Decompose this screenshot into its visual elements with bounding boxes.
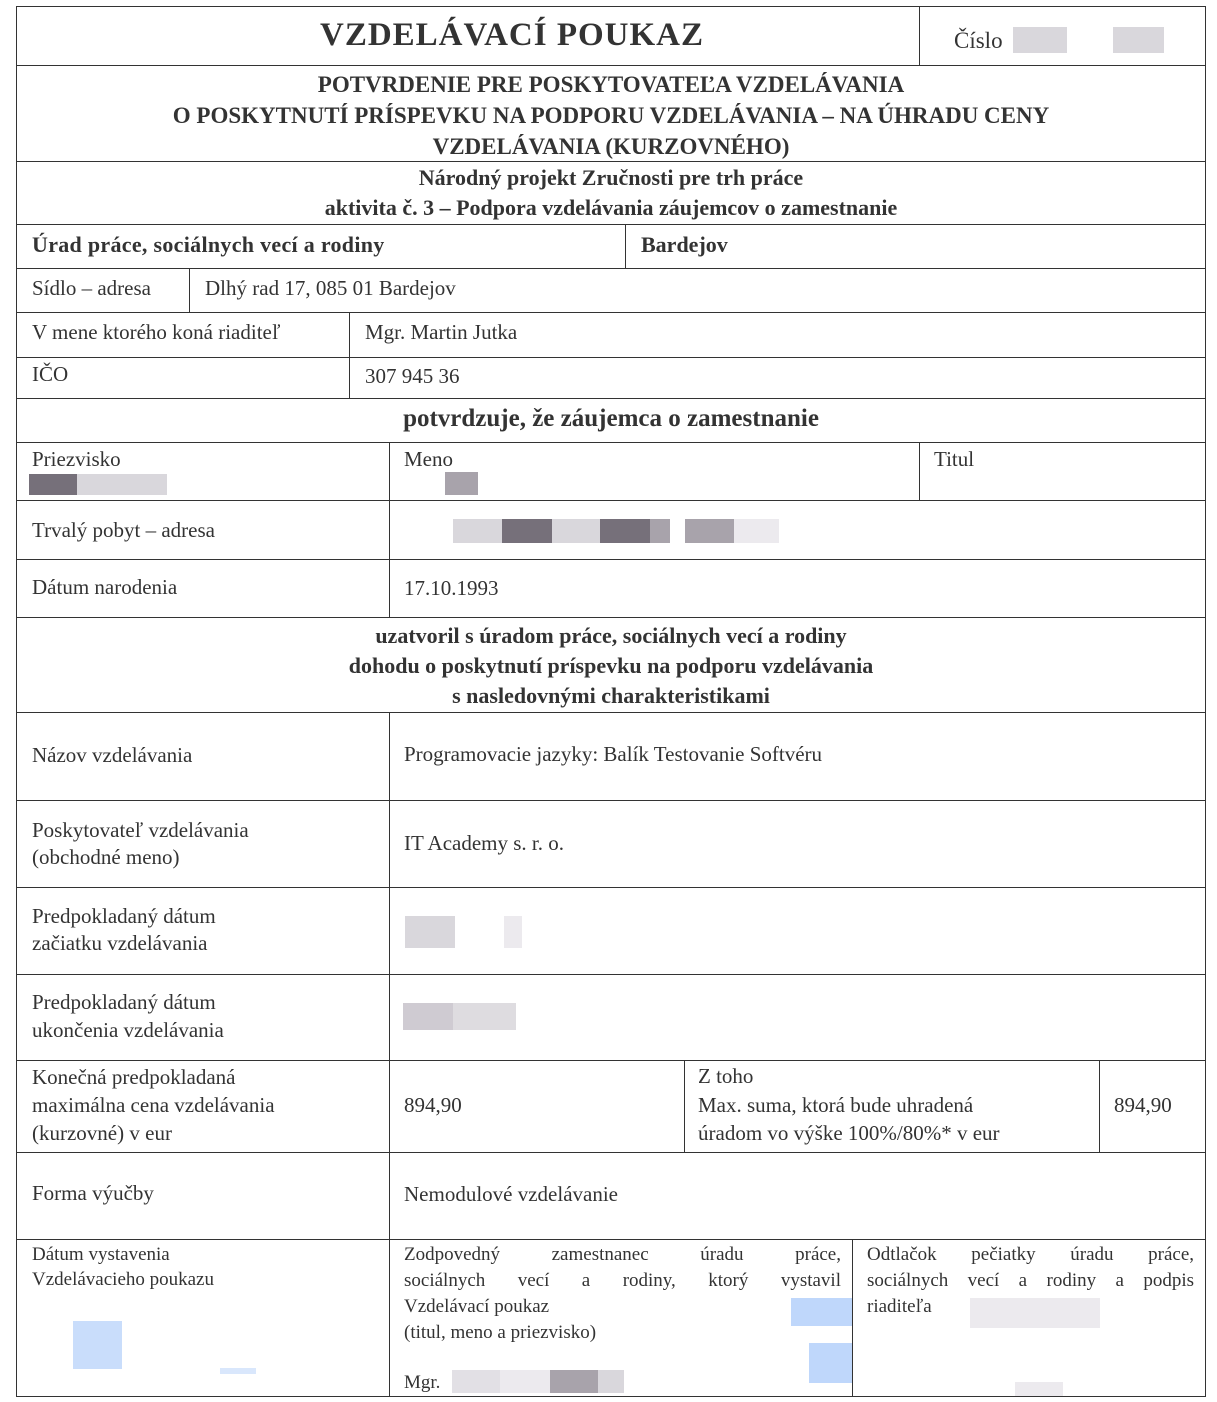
form-value: Nemodulové vzdelávanie (404, 1182, 618, 1206)
project-row (16, 162, 1206, 225)
dob-value: 17.10.1993 (404, 576, 499, 600)
confirms-row (16, 399, 1206, 443)
redacted-residence-4 (600, 519, 650, 543)
dob-cell (389, 560, 1207, 617)
start-date-cell (389, 888, 1207, 974)
employee-line-1: Zodpovedný zamestnanec úradu práce, (404, 1244, 841, 1265)
redacted-residence-1 (453, 519, 502, 543)
form-row (16, 1153, 1206, 1240)
redacted-issue-date-2 (220, 1368, 256, 1374)
confirms-heading: potvrdzuje, že záujemca o zamestnanie (403, 405, 819, 432)
ico-row (16, 358, 1206, 399)
course-name-cell (389, 713, 1207, 800)
issue-label-1: Dátum vystavenia (32, 1244, 170, 1265)
title-row (16, 6, 1206, 66)
office-name: Úrad práce, sociálnych vecí a rodiny (32, 232, 385, 257)
director-value: Mgr. Martin Jutka (365, 320, 518, 344)
end-date-cell (389, 975, 1207, 1060)
dob-row (16, 560, 1206, 618)
redacted-signature-1 (791, 1298, 853, 1326)
provider-row (16, 801, 1206, 888)
provider-label-2: (obchodné meno) (32, 845, 180, 869)
subtitle-line-2: O POSKYTNUTÍ PRÍSPEVKU NA PODPORU VZDELÁVANIA – NA ÚHRADU CENY (172, 103, 1050, 128)
surname-label: Priezvisko (32, 447, 121, 471)
ico-cell (349, 358, 1207, 398)
name-label: Meno (404, 447, 453, 471)
employee-line-4: (titul, meno a priezvisko) (404, 1322, 597, 1343)
office-city: Bardejov (641, 232, 728, 257)
employee-prefix: Mgr. (404, 1372, 441, 1393)
office-row (16, 225, 1206, 269)
redacted-residence-6 (685, 519, 734, 543)
ztoho-label-3: úradom vo výške 100%/80%* v eur (698, 1121, 1000, 1145)
redacted-employee-name-1 (452, 1370, 500, 1393)
document-title: VZDELÁVACÍ POUKAZ (319, 17, 705, 53)
end-label-2: ukončenia vzdelávania (32, 1018, 224, 1042)
cislo-label: Číslo (954, 28, 1003, 53)
ztoho-cell (684, 1061, 1099, 1152)
form-cell (389, 1153, 1207, 1239)
redacted-number (1013, 27, 1067, 53)
redacted-residence-7 (734, 519, 779, 543)
applicant-name-row (16, 443, 1206, 501)
price-value: 894,90 (404, 1093, 462, 1117)
price-label-1: Konečná predpokladaná (32, 1065, 236, 1089)
voucher-document (16, 6, 1206, 1397)
employee-cell (389, 1240, 852, 1396)
stamp-line-1: Odtlačok pečiatky úradu práce, (867, 1244, 1194, 1265)
redacted-name (445, 472, 478, 495)
employee-line-3: Vzdelávací poukaz (404, 1296, 550, 1317)
address-row (16, 269, 1206, 313)
agreement-line-3: s nasledovnými charakteristikami (452, 683, 770, 708)
redacted-start-date-2 (504, 916, 522, 948)
title-label: Titul (934, 447, 975, 471)
course-name-row (16, 713, 1206, 801)
ztoho-label-2: Max. suma, ktorá bude uhradená (698, 1093, 974, 1117)
redacted-residence-3 (552, 519, 600, 543)
stamp-line-3: riaditeľa (867, 1296, 932, 1317)
end-date-row (16, 975, 1206, 1061)
address-cell (189, 269, 1207, 312)
ico-value: 307 945 36 (365, 364, 460, 388)
course-name-value: Programovacie jazyky: Balík Testovanie Softvéru (404, 742, 823, 766)
start-label-1: Predpokladaný dátum (32, 904, 216, 928)
name-cell (389, 443, 919, 500)
redacted-residence-2 (502, 519, 552, 543)
stamp-cell (852, 1240, 1207, 1396)
provider-value: IT Academy s. r. o. (404, 831, 565, 855)
course-name-label: Názov vzdelávania (32, 743, 193, 767)
subtitle-row (16, 66, 1206, 162)
project-line-2: aktivita č. 3 – Podpora vzdelávania záujemcov o zamestnanie (324, 195, 898, 220)
redacted-end-date-2 (453, 1003, 516, 1030)
dob-label: Dátum narodenia (32, 575, 178, 599)
redacted-end-date (403, 1003, 453, 1030)
redacted-number-2 (1113, 27, 1164, 53)
director-label: V mene ktorého koná riaditeľ (32, 320, 281, 344)
agreement-row (16, 618, 1206, 713)
end-label-1: Predpokladaný dátum (32, 990, 216, 1014)
office-city-cell (625, 225, 1207, 268)
redacted-employee-name-3 (550, 1370, 598, 1393)
employee-line-2: sociálnych vecí a rodiny, ktorý vystavil (404, 1270, 841, 1291)
director-cell (349, 313, 1207, 357)
price-label-2: maximálna cena vzdelávania (32, 1093, 275, 1117)
ico-label: IČO (32, 362, 69, 386)
provider-cell (389, 801, 1207, 887)
start-label-2: začiatku vzdelávania (32, 931, 208, 955)
redacted-residence-5 (650, 519, 670, 543)
director-row (16, 313, 1206, 358)
ztoho-value: 894,90 (1114, 1093, 1172, 1117)
redacted-stamp-1 (970, 1298, 1100, 1328)
redacted-employee-name-2 (500, 1370, 550, 1393)
redacted-surname-2 (77, 474, 167, 495)
redacted-signature-2 (809, 1343, 853, 1383)
provider-label-1: Poskytovateľ vzdelávania (32, 818, 249, 842)
price-label-3: (kurzovné) v eur (32, 1121, 172, 1145)
redacted-issue-date (73, 1321, 122, 1369)
price-row (16, 1061, 1206, 1153)
residence-label: Trvalý pobyt – adresa (32, 518, 215, 542)
number-cell (919, 7, 1207, 65)
subtitle-line-3: VZDELÁVANIA (KURZOVNÉHO) (432, 134, 790, 159)
redacted-employee-name-4 (598, 1370, 624, 1393)
redacted-start-date (405, 916, 455, 948)
ztoho-label-1: Z toho (698, 1064, 754, 1088)
form-label: Forma výučby (32, 1181, 154, 1205)
ztoho-value-cell (1099, 1061, 1207, 1152)
issue-label-2: Vzdelávacieho poukazu (32, 1269, 214, 1290)
signature-row (16, 1240, 1206, 1397)
stamp-line-2: sociálnych vecí a rodiny a podpis (867, 1270, 1194, 1291)
agreement-line-1: uzatvoril s úradom práce, sociálnych vecí a rodiny (375, 623, 847, 648)
address-value: Dlhý rad 17, 085 01 Bardejov (205, 276, 456, 300)
residence-row (16, 501, 1206, 560)
start-date-row (16, 888, 1206, 975)
redacted-stamp-2 (1015, 1382, 1063, 1396)
price-cell (389, 1061, 684, 1152)
agreement-line-2: dohodu o poskytnutí príspevku na podporu vzdelávania (348, 653, 874, 678)
residence-cell (389, 501, 1207, 559)
redacted-surname (29, 474, 77, 495)
subtitle-line-1: POTVRDENIE PRE POSKYTOVATEĽA VZDELÁVANIA (317, 72, 905, 97)
project-line-1: Národný projekt Zručnosti pre trh práce (418, 165, 804, 190)
address-label: Sídlo – adresa (32, 276, 151, 300)
title-cell (919, 443, 1207, 500)
